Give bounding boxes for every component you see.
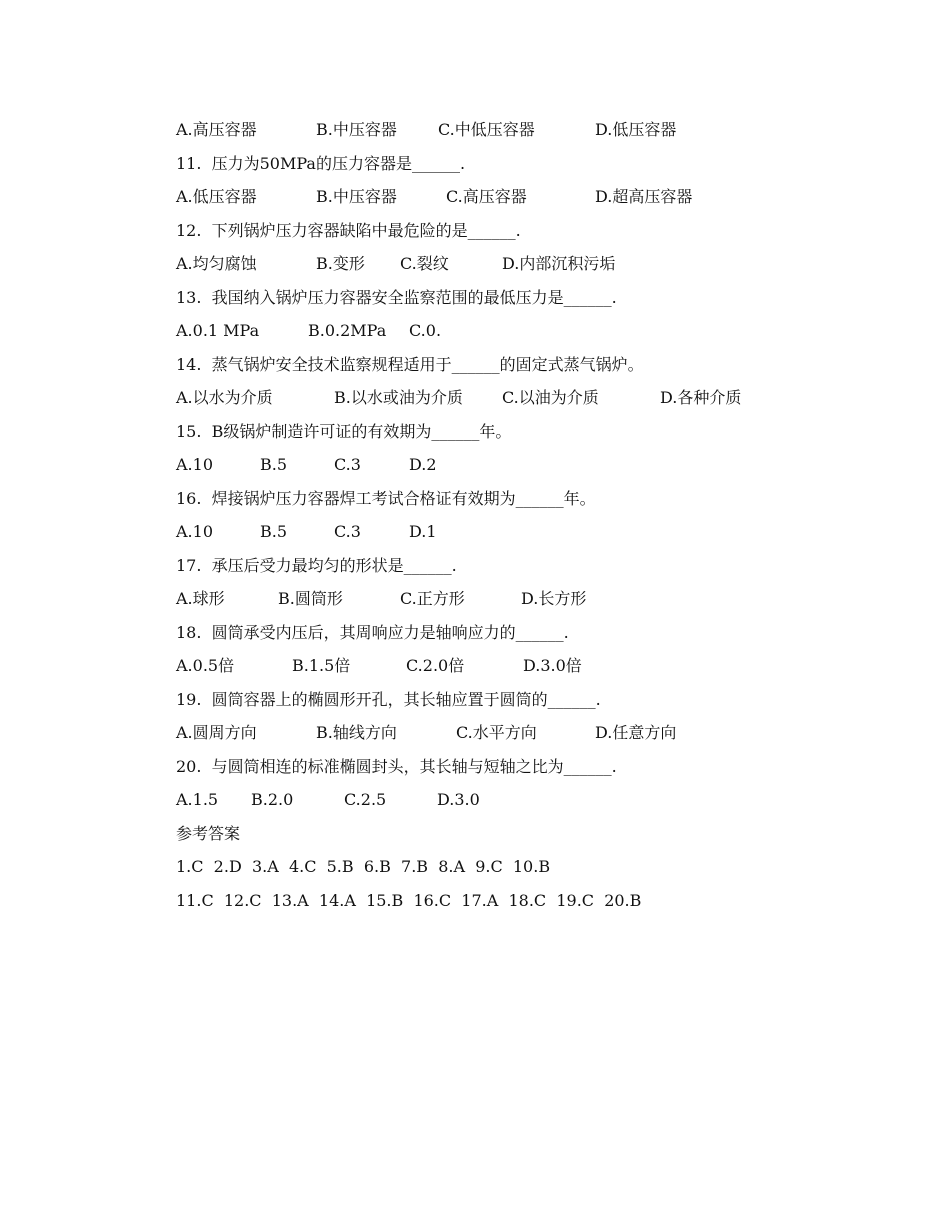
option-b: B.1.5倍: [292, 656, 351, 675]
answers-line-2: 11.C 12.C 13.A 14.A 15.B 16.C 17.A 18.C 19.C 20.B: [176, 891, 642, 910]
option-c: C.2.5: [344, 790, 387, 809]
option-a: A.10: [176, 522, 213, 541]
option-b: B.圆筒形: [278, 589, 343, 608]
option-d: D.低压容器: [595, 120, 677, 139]
option-a: A.圆周方向: [176, 723, 257, 742]
option-d: D.3.0倍: [523, 656, 582, 675]
option-d: D.超高压容器: [595, 187, 693, 206]
option-c: C.2.0倍: [406, 656, 465, 675]
option-c: C.3: [334, 522, 361, 541]
question-16-stem: 16. 焊接锅炉压力容器焊工考试合格证有效期为______年。: [176, 489, 596, 508]
question-13-stem: 13. 我国纳入锅炉压力容器安全监察范围的最低压力是______.: [176, 288, 617, 307]
option-c: C.0.: [409, 321, 442, 340]
option-d: D.内部沉积污垢: [502, 254, 616, 273]
question-11-stem: 11. 压力为50MPa的压力容器是______.: [176, 154, 466, 173]
option-b: B.以水或油为介质: [334, 388, 463, 407]
option-d: D.1: [409, 522, 437, 541]
option-b: B.变形: [316, 254, 365, 273]
option-c: C.裂纹: [400, 254, 449, 273]
question-12-stem: 12. 下列锅炉压力容器缺陷中最危险的是______.: [176, 221, 521, 240]
question-17-stem: 17. 承压后受力最均匀的形状是______.: [176, 556, 457, 575]
option-d: D.长方形: [521, 589, 587, 608]
option-a: A.10: [176, 455, 213, 474]
option-c: C.水平方向: [456, 723, 537, 742]
option-a: A.低压容器: [176, 187, 257, 206]
question-20-stem: 20. 与圆筒相连的标准椭圆封头，其长轴与短轴之比为______.: [176, 757, 617, 776]
question-19-stem: 19. 圆筒容器上的椭圆形开孔，其长轴应置于圆筒的______.: [176, 690, 601, 709]
option-a: A.球形: [176, 589, 225, 608]
option-c: C.以油为介质: [502, 388, 599, 407]
question-18-stem: 18. 圆筒承受内压后，其周响应力是轴响应力的______.: [176, 623, 569, 642]
option-a: A.高压容器: [176, 120, 257, 139]
option-b: B.中压容器: [316, 187, 397, 206]
answers-heading: 参考答案: [176, 824, 241, 843]
answers-line-1: 1.C 2.D 3.A 4.C 5.B 6.B 7.B 8.A 9.C 10.B: [176, 857, 551, 876]
question-14-stem: 14. 蒸气锅炉安全技术监察规程适用于______的固定式蒸气锅炉。: [176, 355, 644, 374]
option-a: A.以水为介质: [176, 388, 273, 407]
option-a: A.0.5倍: [176, 656, 235, 675]
option-b: B.2.0: [251, 790, 294, 809]
option-b: B.轴线方向: [316, 723, 397, 742]
option-a: A.均匀腐蚀: [176, 254, 257, 273]
option-c: C.高压容器: [446, 187, 527, 206]
option-b: B.0.2MPa: [308, 321, 387, 340]
option-c: C.中低压容器: [438, 120, 535, 139]
option-d: D.3.0: [437, 790, 480, 809]
option-a: A.1.5: [176, 790, 219, 809]
option-a: A.0.1 MPa: [176, 321, 260, 340]
option-b: B.5: [260, 455, 288, 474]
question-15-stem: 15. B级锅炉制造许可证的有效期为______年。: [176, 422, 512, 441]
option-d: D.2: [409, 455, 437, 474]
option-d: D.任意方向: [595, 723, 677, 742]
options-row-q13: [176, 319, 442, 343]
option-d: D.各种介质: [660, 388, 742, 407]
option-b: B.5: [260, 522, 288, 541]
option-b: B.中压容器: [316, 120, 397, 139]
option-c: C.3: [334, 455, 361, 474]
option-c: C.正方形: [400, 589, 465, 608]
